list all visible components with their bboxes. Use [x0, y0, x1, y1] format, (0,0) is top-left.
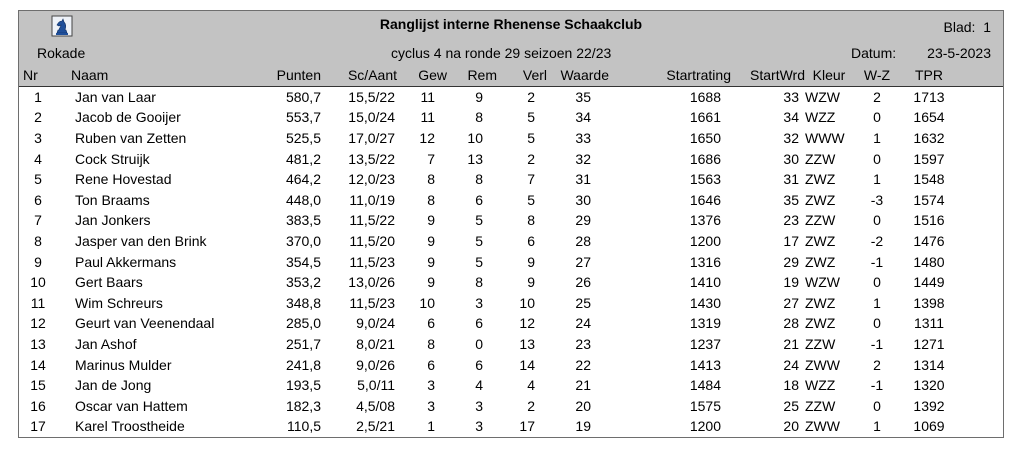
cell-losses: 13 [519, 336, 535, 353]
cell-rank: 13 [30, 336, 46, 353]
table-row [19, 128, 1003, 149]
ranking-table [19, 65, 1003, 437]
cell-value: 28 [575, 233, 591, 250]
cell-empty [957, 148, 1003, 169]
cell-losses: 5 [527, 130, 535, 147]
table-row [19, 293, 1003, 314]
cell-rank: 7 [34, 212, 42, 229]
table-row [19, 272, 1003, 293]
cell-score: 13,5/22 [348, 150, 395, 167]
cell-points: 353,2 [285, 274, 321, 291]
cell-name: Geurt van Veenendaal [75, 315, 215, 332]
cell-draws: 13 [467, 150, 483, 167]
cell-tpr: 1480 [913, 253, 945, 270]
cell-wz: 0 [873, 150, 881, 167]
cell-wz: 2 [873, 88, 881, 105]
table-row [19, 334, 1003, 355]
cell-wz: -3 [870, 191, 884, 208]
cell-start-value: 20 [783, 418, 799, 435]
cell-draws: 6 [475, 191, 483, 208]
cell-score: 15,0/24 [348, 109, 395, 126]
cell-value: 26 [575, 274, 591, 291]
cell-start-rating: 1563 [689, 171, 721, 188]
cell-start-value: 27 [783, 294, 799, 311]
cell-wz: 1 [873, 130, 881, 147]
cell-tpr: 1311 [913, 315, 945, 332]
cell-score: 8,0/21 [356, 336, 395, 353]
cell-wins: 8 [427, 336, 435, 353]
cell-tpr: 1271 [913, 336, 945, 353]
cell-tpr: 1398 [913, 294, 945, 311]
cell-rank: 15 [30, 377, 46, 394]
cell-points: 580,7 [285, 88, 321, 105]
cell-tpr: 1449 [913, 274, 945, 291]
cell-wz: 0 [873, 315, 881, 332]
cell-empty [957, 313, 1003, 334]
cell-rank: 14 [30, 356, 46, 373]
cell-colors: ZZW [805, 212, 836, 229]
cell-draws: 6 [475, 356, 483, 373]
cell-tpr: 1597 [913, 150, 945, 167]
cell-name: Rene Hovestad [75, 171, 172, 188]
cell-losses: 9 [527, 253, 535, 270]
cell-name: Karel Troostheide [75, 418, 185, 435]
cycle-info: cyclus 4 na ronde 29 seizoen 22/23 [391, 45, 612, 61]
cell-tpr: 1314 [913, 356, 945, 373]
cell-tpr: 1069 [913, 418, 945, 435]
cell-value: 29 [575, 212, 591, 229]
cell-start-rating: 1316 [689, 253, 721, 270]
date-value: 23-5-2023 [927, 45, 991, 61]
cell-points: 370,0 [285, 233, 321, 250]
cell-draws: 10 [467, 130, 483, 147]
cell-colors: WZZ [805, 377, 836, 394]
cell-wz: 0 [873, 109, 881, 126]
cell-score: 12,0/23 [348, 171, 395, 188]
cell-wins: 11 [420, 88, 435, 105]
cell-tpr: 1516 [913, 212, 945, 229]
cell-score: 11,0/19 [349, 191, 395, 208]
cell-colors: ZWZ [805, 253, 836, 270]
cell-start-rating: 1484 [689, 377, 721, 394]
table-row [19, 231, 1003, 252]
cell-name: Jan Ashof [75, 336, 137, 353]
cell-draws: 4 [475, 377, 483, 394]
cell-losses: 9 [527, 274, 535, 291]
cell-name: Oscar van Hattem [75, 397, 188, 414]
cell-wins: 1 [427, 418, 435, 435]
cell-rank: 11 [30, 294, 46, 311]
date-label: Datum: [851, 45, 897, 61]
cell-losses: 10 [519, 294, 535, 311]
cell-start-value: 24 [783, 356, 799, 373]
page-title: Ranglijst interne Rhenense Schaakclub [379, 16, 643, 32]
cell-wins: 9 [427, 274, 435, 291]
table-row [19, 251, 1003, 272]
cell-name: Paul Akkermans [75, 253, 177, 270]
col-header: Verl [497, 65, 547, 86]
cell-losses: 12 [519, 315, 535, 332]
cell-empty [957, 190, 1003, 211]
table-row [19, 210, 1003, 231]
cell-points: 182,3 [285, 397, 321, 414]
cell-start-rating: 1319 [689, 315, 721, 332]
table-row [19, 313, 1003, 334]
cell-draws: 8 [475, 274, 483, 291]
table-row [19, 396, 1003, 417]
cell-losses: 7 [527, 171, 535, 188]
col-header: Nr [19, 65, 57, 86]
cell-wz: -2 [870, 233, 884, 250]
cell-value: 30 [575, 191, 591, 208]
cell-start-value: 32 [783, 130, 799, 147]
cell-start-rating: 1200 [689, 233, 721, 250]
cell-losses: 2 [527, 150, 535, 167]
cell-empty [957, 375, 1003, 396]
cell-score: 15,5/22 [348, 88, 395, 105]
cell-points: 553,7 [285, 109, 321, 126]
cell-empty [957, 128, 1003, 149]
cell-start-value: 28 [783, 315, 799, 332]
cell-points: 110,5 [287, 418, 321, 435]
cell-tpr: 1654 [913, 109, 945, 126]
cell-wz: 2 [873, 356, 881, 373]
cell-start-rating: 1200 [689, 418, 721, 435]
cell-wins: 12 [419, 130, 435, 147]
sheet-label: Blad: [943, 19, 976, 35]
cell-draws: 9 [475, 88, 483, 105]
col-header: Kleur [805, 65, 853, 86]
table-row [19, 375, 1003, 396]
cell-start-value: 18 [783, 377, 799, 394]
cell-points: 241,8 [285, 356, 321, 373]
table-header-row [19, 65, 1003, 86]
cell-score: 9,0/26 [356, 356, 395, 373]
cell-draws: 5 [475, 212, 483, 229]
cell-colors: ZWZ [805, 233, 836, 250]
cell-score: 11,5/23 [349, 253, 395, 270]
cell-start-rating: 1376 [689, 212, 721, 229]
cell-points: 464,2 [285, 171, 321, 188]
cell-losses: 14 [519, 356, 535, 373]
cell-colors: ZWW [805, 356, 840, 373]
cell-draws: 0 [475, 336, 483, 353]
cell-wz: -1 [870, 377, 884, 394]
cell-wins: 11 [420, 109, 435, 126]
cell-losses: 6 [527, 233, 535, 250]
cell-wins: 3 [427, 397, 435, 414]
cell-wins: 7 [427, 150, 435, 167]
cell-name: Gert Baars [75, 274, 143, 291]
col-header: Waarde [547, 65, 609, 86]
cell-rank: 2 [34, 109, 42, 126]
table-row [19, 107, 1003, 128]
cell-colors: ZZW [805, 336, 836, 353]
sheet-value: 1 [983, 19, 991, 35]
cell-empty [957, 107, 1003, 128]
cell-start-value: 35 [783, 191, 799, 208]
cell-wz: 0 [873, 212, 881, 229]
cell-empty [957, 86, 1003, 107]
cell-score: 5,0/11 [357, 377, 395, 394]
cell-tpr: 1548 [913, 171, 945, 188]
cell-empty [957, 251, 1003, 272]
col-header: Rem [447, 65, 497, 86]
cell-value: 33 [575, 130, 591, 147]
cell-points: 251,7 [285, 336, 321, 353]
sheet-number [944, 19, 992, 35]
cell-empty [957, 293, 1003, 314]
cell-colors: WZW [805, 274, 840, 291]
cell-draws: 3 [475, 418, 483, 435]
cell-score: 17,0/27 [348, 130, 395, 147]
cell-wins: 9 [427, 233, 435, 250]
cell-start-value: 17 [783, 233, 799, 250]
cell-rank: 6 [34, 191, 42, 208]
table-row [19, 416, 1003, 437]
cell-wins: 9 [427, 253, 435, 270]
cell-empty [957, 169, 1003, 190]
cell-draws: 3 [475, 294, 483, 311]
cell-value: 31 [575, 171, 591, 188]
col-header: Punten [237, 65, 325, 86]
col-header: Gew [397, 65, 447, 86]
cell-colors: WWW [805, 130, 845, 147]
cell-value: 19 [575, 418, 591, 435]
col-header: TPR [901, 65, 957, 86]
cell-empty [957, 354, 1003, 375]
cell-colors: ZWZ [805, 294, 836, 311]
cell-tpr: 1392 [913, 397, 945, 414]
cell-colors: ZWZ [805, 171, 836, 188]
cell-points: 193,5 [285, 377, 321, 394]
cell-draws: 6 [475, 315, 483, 332]
cell-start-value: 33 [783, 88, 799, 105]
cell-draws: 3 [475, 397, 483, 414]
table-row [19, 148, 1003, 169]
cell-points: 348,8 [285, 294, 321, 311]
ranking-sheet [18, 10, 1004, 438]
cell-rank: 10 [30, 274, 46, 291]
cell-name: Wim Schreurs [75, 294, 163, 311]
cell-points: 448,0 [285, 191, 321, 208]
cell-colors: ZWW [805, 418, 840, 435]
cell-name: Jan de Jong [75, 377, 152, 394]
col-header: W-Z [853, 65, 901, 86]
cell-empty [957, 416, 1003, 437]
col-header: Sc/Aant [325, 65, 397, 86]
cell-score: 11,5/22 [349, 212, 395, 229]
cell-rank: 1 [34, 88, 42, 105]
cell-losses: 2 [527, 88, 535, 105]
cell-tpr: 1476 [913, 233, 945, 250]
cell-empty [957, 334, 1003, 355]
cell-value: 27 [575, 253, 591, 270]
col-header: Startrating [609, 65, 731, 86]
cell-points: 354,5 [285, 253, 321, 270]
table-row [19, 190, 1003, 211]
cell-score: 4,5/08 [356, 397, 395, 414]
cell-value: 25 [575, 294, 591, 311]
cell-empty [957, 272, 1003, 293]
cell-start-rating: 1237 [689, 336, 721, 353]
cell-name: Cock Struijk [75, 150, 150, 167]
cell-score: 11,5/23 [349, 294, 395, 311]
cell-start-rating: 1413 [689, 356, 721, 373]
cell-rank: 17 [30, 418, 46, 435]
cell-draws: 5 [475, 253, 483, 270]
cell-value: 32 [575, 150, 591, 167]
cell-wins: 6 [427, 356, 435, 373]
cell-wins: 6 [427, 315, 435, 332]
col-header-empty [957, 65, 1003, 86]
cell-empty [957, 210, 1003, 231]
cell-start-value: 34 [783, 109, 799, 126]
cell-start-rating: 1410 [689, 274, 721, 291]
cell-start-rating: 1661 [689, 109, 721, 126]
cell-start-rating: 1575 [689, 397, 721, 414]
cell-name: Ruben van Zetten [75, 130, 187, 147]
cell-start-rating: 1650 [689, 130, 721, 147]
cell-points: 481,2 [285, 150, 321, 167]
cell-start-value: 30 [783, 150, 799, 167]
cell-points: 383,5 [285, 212, 321, 229]
cell-tpr: 1574 [913, 191, 945, 208]
cell-colors: WZZ [805, 109, 836, 126]
cell-value: 35 [575, 88, 591, 105]
cell-name: Jasper van den Brink [75, 233, 207, 250]
cell-value: 20 [575, 397, 591, 414]
cell-rank: 4 [34, 150, 42, 167]
cell-points: 285,0 [285, 315, 321, 332]
cell-wins: 8 [427, 171, 435, 188]
table-body [19, 86, 1003, 437]
cell-wz: -1 [870, 336, 884, 353]
cell-value: 22 [575, 356, 591, 373]
cell-losses: 4 [527, 377, 535, 394]
cell-losses: 5 [527, 109, 535, 126]
cell-score: 13,0/26 [348, 274, 395, 291]
cell-start-value: 23 [783, 212, 799, 229]
cell-tpr: 1320 [913, 377, 945, 394]
cell-points: 525,5 [285, 130, 321, 147]
cell-losses: 2 [527, 397, 535, 414]
cell-start-value: 25 [783, 397, 799, 414]
col-header: StartWrd [731, 65, 805, 86]
cell-start-rating: 1430 [689, 294, 721, 311]
cell-wz: 1 [873, 171, 881, 188]
cell-start-value: 19 [783, 274, 799, 291]
cell-name: Marinus Mulder [75, 356, 172, 373]
cell-rank: 5 [34, 171, 42, 188]
cell-wz: 1 [873, 294, 881, 311]
cell-start-rating: 1646 [689, 191, 721, 208]
cell-colors: ZWZ [805, 191, 836, 208]
cell-losses: 17 [519, 418, 535, 435]
cell-start-value: 21 [783, 336, 799, 353]
cell-name: Jan Jonkers [75, 212, 151, 229]
cell-wz: -1 [870, 253, 884, 270]
table-row [19, 354, 1003, 375]
cell-wins: 10 [419, 294, 435, 311]
cell-draws: 8 [475, 109, 483, 126]
cell-start-value: 31 [783, 171, 799, 188]
cell-score: 2,5/21 [356, 418, 395, 435]
cell-start-rating: 1686 [689, 150, 721, 167]
cell-losses: 5 [527, 191, 535, 208]
cell-rank: 12 [30, 315, 46, 332]
cell-value: 21 [575, 377, 591, 394]
cell-draws: 8 [475, 171, 483, 188]
cell-start-rating: 1688 [689, 88, 721, 105]
cell-rank: 3 [34, 130, 42, 147]
cell-wz: 1 [873, 418, 881, 435]
cell-wins: 3 [427, 377, 435, 394]
cell-colors: ZWZ [805, 315, 836, 332]
cell-losses: 8 [527, 212, 535, 229]
table-row [19, 169, 1003, 190]
club-name: Rokade [37, 45, 86, 61]
cell-wins: 8 [427, 191, 435, 208]
cell-name: Jacob de Gooijer [75, 109, 181, 126]
cell-tpr: 1632 [913, 130, 945, 147]
cell-wins: 9 [427, 212, 435, 229]
cell-score: 11,5/20 [349, 233, 395, 250]
cell-value: 24 [575, 315, 591, 332]
cell-colors: ZZW [805, 150, 836, 167]
cell-colors: ZZW [805, 397, 836, 414]
cell-draws: 5 [475, 233, 483, 250]
table-row [19, 86, 1003, 107]
cell-name: Ton Braams [75, 191, 150, 208]
cell-score: 9,0/24 [356, 315, 395, 332]
cell-wz: 0 [873, 274, 881, 291]
cell-empty [957, 231, 1003, 252]
sheet-header [19, 11, 1003, 65]
cell-start-value: 29 [783, 253, 799, 270]
cell-name: Jan van Laar [75, 88, 156, 105]
cell-colors: WZW [805, 88, 840, 105]
cell-wz: 0 [873, 397, 881, 414]
cell-value: 34 [575, 109, 591, 126]
cell-empty [957, 396, 1003, 417]
cell-rank: 9 [34, 253, 42, 270]
cell-rank: 16 [30, 397, 46, 414]
cell-tpr: 1713 [913, 88, 945, 105]
cell-value: 23 [575, 336, 591, 353]
col-header: Naam [57, 65, 237, 86]
cell-rank: 8 [34, 233, 42, 250]
